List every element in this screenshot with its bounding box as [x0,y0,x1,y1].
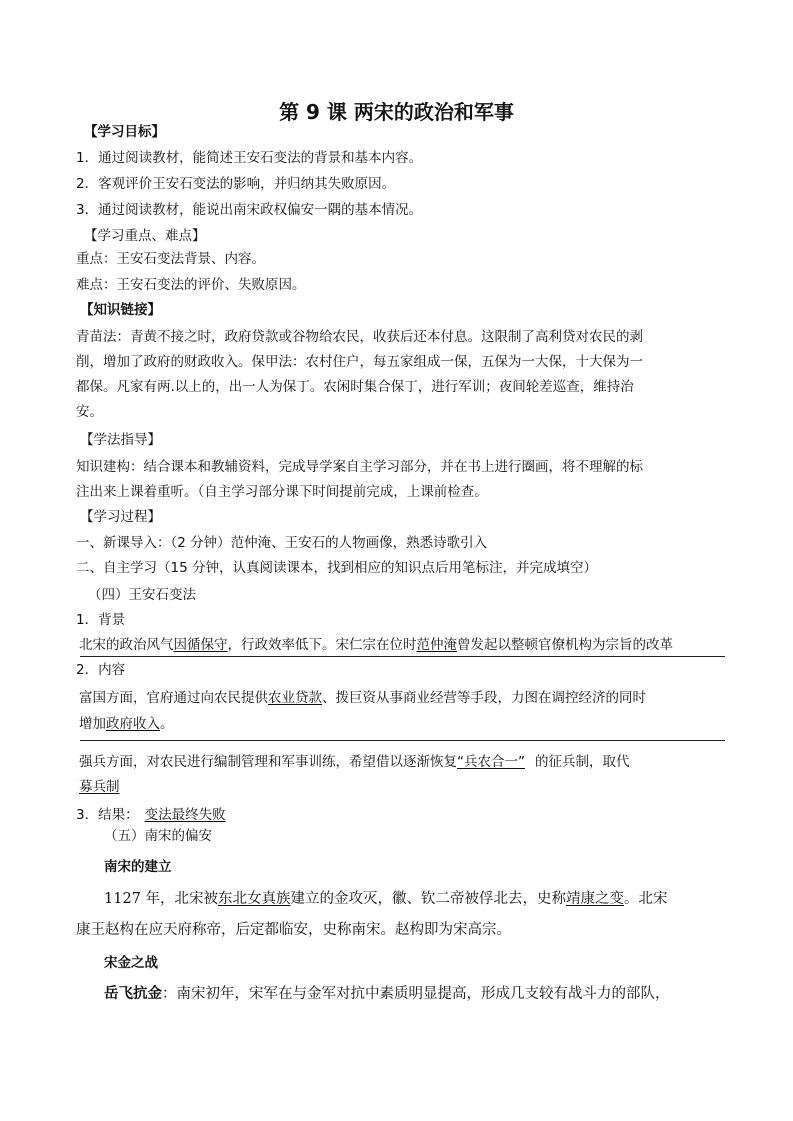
method-line: 注出来上课着重听。（自主学习部分课下时间提前完成，上课前检查。 [76,484,488,500]
page-title: 第 9 课 两宋的政治和军事 [279,100,514,124]
key-point: 重点：王安石变法背景、内容。 [76,251,265,267]
background-underline [80,656,725,657]
background-label: 1．背景 [76,612,126,628]
goal-item: 1．通过阅读教材，能简述王安石变法的背景和基本内容。 [76,150,423,166]
nansong-paragraph: 康王赵构在应天府称帝，后定都临安，史称南宋。赵构即为宋高宗。 [76,922,511,938]
nansong-heading: 南宋的建立 [104,859,172,875]
rich-country-text: 富国方面，官府通过向农民提供农业贷款、拨巨资从事商业经营等手段，力图在调控经济的同时 [79,690,646,706]
fill-blank-answer: 政府收入 [106,716,160,732]
fill-blank-answer: 东北女真族 [218,891,291,907]
fill-blank-answer: “兵农合一” [457,754,525,770]
links-paragraph-line: 都保。凡家有两.以上的，出一人为保丁。农闲时集合保丁，进行军训；夜间轮差巡查，维持治 [76,379,634,395]
process-heading: 【学习过程】 [80,509,161,525]
rich-country-text: 增加政府收入。 [79,716,174,732]
fill-blank-answer: 募兵制 [79,779,120,795]
rich-country-underline [80,740,725,741]
subsection-wang-anshi-reform: （四）王安石变法 [88,587,196,603]
goals-heading: 【学习目标】 [84,124,165,140]
subsection-southern-song: （五）南宋的偏安 [104,828,212,844]
content-label: 2．内容 [76,662,126,678]
goal-item: 3．通过阅读教材，能说出南宋政权偏安一隅的基本情况。 [76,202,423,218]
strong-army-text [79,777,120,797]
fill-blank-answer: 范仲淹 [416,637,457,653]
nansong-paragraph: 1127 年，北宋被东北女真族建立的金攻灭，徽、钦二帝被俘北去，史称靖康之变。北宋 [104,891,668,907]
difficult-point: 难点：王安石变法的评价、失败原因。 [76,277,306,293]
fill-blank-answer: 农业贷款 [268,690,322,706]
keypoints-heading: 【学习重点、难点】 [84,228,206,244]
links-paragraph-line: 安。 [76,404,103,420]
fill-blank-answer: 靖康之变 [566,891,625,907]
yuefei-paragraph: 岳飞抗金：南宋初年，宋军在与金军对抗中素质明显提高，形成几支较有战斗力的部队， [104,985,670,1002]
result-line: 3．结果： 变法最终失败 [76,805,248,825]
method-line: 知识建构：结合课本和教辅资料，完成导学案自主学习部分，并在书上进行圈画，将不理解的标 [76,459,643,475]
step-self-study: 二、自主学习（15 分钟，认真阅读课本，找到相应的知识点后用笔标注，并完成填空） [76,560,597,576]
links-paragraph-line: 青苗法：青黄不接之时，政府贷款或谷物给农民，收获后还本付息。这限制了高利贷对农民的剥 [76,329,643,345]
background-text: 北宋的政治风气因循保守，行政效率低下。宋仁宗在位时范仲淹曾发起以整顿官僚机构为宗旨的改革 [79,637,673,653]
links-heading: 【知识链接】 [80,302,161,318]
war-heading: 宋金之战 [104,955,158,971]
goal-item: 2．客观评价王安石变法的影响，并归纳其失败原因。 [76,176,396,192]
links-paragraph-line: 削，增加了政府的财政收入。保甲法：农村住户，每五家组成一保，五保为一大保，十大保为一 [76,354,643,370]
fill-blank-answer: 变法最终失败 [144,807,226,823]
method-heading: 【学法指导】 [80,432,161,448]
fill-blank-answer: 因循保守 [173,637,228,653]
step-intro: 一、新课导入：（2 分钟）范仲淹、王安石的人物画像，熟悉诗歌引入 [76,535,488,551]
strong-army-text: 强兵方面，对农民进行编制管理和军事训练，希望借以逐渐恢复“兵农合一” 的征兵制，取代 [79,754,630,770]
